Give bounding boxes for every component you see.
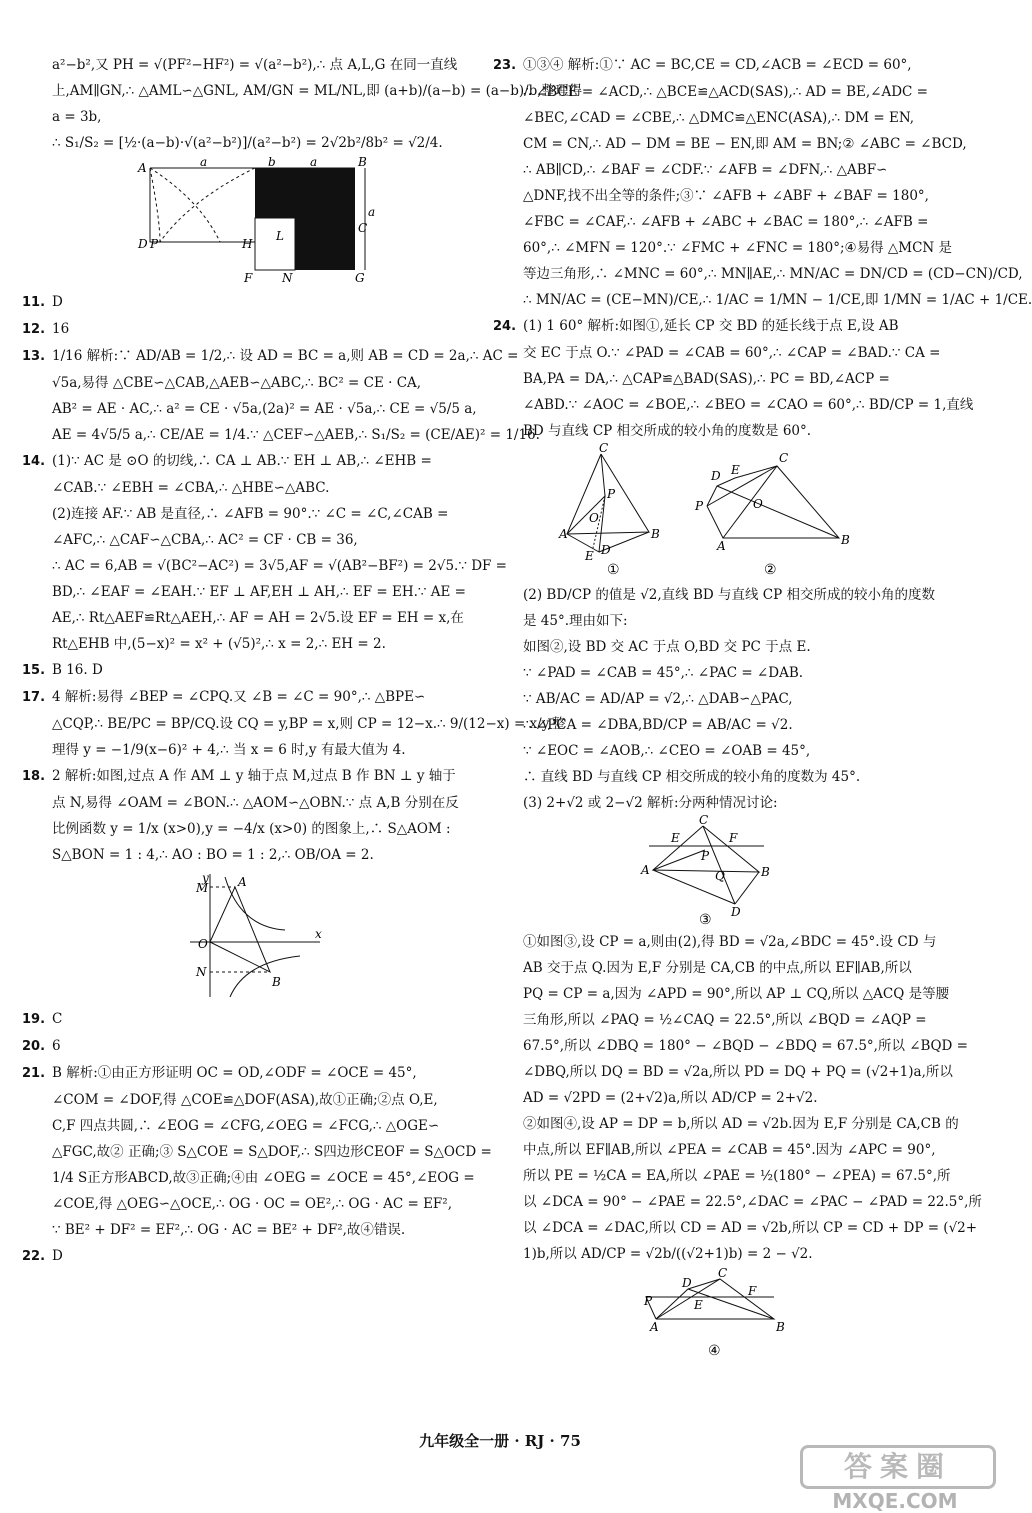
text-line — [493, 1215, 978, 1241]
text-line — [493, 261, 1023, 287]
text-line — [22, 657, 477, 684]
line-text: 1/16 解析:∵ AD/AB = 1/2,∴ 设 AD = BC = a,则 AB = CD = 2a,∴ AC = — [52, 348, 519, 364]
line-text: ∴ ∠PCA = ∠DBA,BD/CP = AB/AC = √2. — [523, 717, 793, 733]
line-text: AB² = AE · AC,∴ a² = CE · √5a,(2a)² = AE · √5a,∴ CE = √5/5 a, — [52, 401, 477, 417]
fig-label: C — [357, 221, 367, 235]
line-text: 60°,∴ ∠MFN = 120°.∵ ∠FMC + ∠FNC = 180°;④易得 △MCN 是 — [523, 240, 953, 256]
question-number: 20. — [22, 1039, 46, 1054]
line-text: 比例函数 y = 1/x (x>0),y = −4/x (x>0) 的图象上,∴ S△AOM : — [52, 821, 451, 837]
line-text: 点 N,易得 ∠OAM = ∠BON.∴ △AOM∽△OBN.∵ 点 A,B 分别在反 — [52, 795, 459, 811]
text-line — [493, 955, 955, 981]
text-line — [22, 1033, 477, 1060]
text-line — [493, 105, 955, 131]
line-text: a²−b²,又 PH = √(PF²−HF²) = √(a²−b²),∴ 点 A,L,G 在同一直线 — [52, 57, 458, 73]
line-text: C,F 四点共圆,∴ ∠EOG = ∠CFG,∠OEG = ∠FCG,∴ △OGE∽ — [52, 1118, 440, 1134]
text-line — [493, 183, 955, 209]
text-line — [493, 418, 955, 444]
text-line — [22, 1087, 477, 1113]
line-text: AB 交于点 Q.因为 E,F 分别是 CA,CB 的中点,所以 EF∥AB,所以 — [523, 960, 912, 976]
text-line — [493, 287, 1032, 313]
text-line — [22, 737, 477, 763]
fig-label: D — [137, 237, 148, 251]
text-line — [22, 631, 477, 657]
text-line — [493, 1189, 982, 1215]
text-line — [493, 157, 955, 183]
line-text: △DNF,找不出全等的条件;③∵ ∠AFB + ∠ABF + ∠BAF = 180°, — [523, 188, 929, 204]
fig-label: B — [841, 533, 850, 547]
fig-label: G — [354, 271, 365, 285]
line-text: PQ = CP = a,因为 ∠APD = 90°,所以 AP ⊥ CQ,所以 △ACQ 是等腰 — [523, 986, 950, 1002]
text-line — [493, 1163, 955, 1189]
hyperbola-figure — [170, 872, 330, 1002]
text-line — [493, 660, 955, 686]
question-number: 14. — [22, 454, 46, 469]
text-line — [22, 1139, 492, 1165]
text-line — [22, 52, 477, 78]
fig-label: P — [644, 1294, 653, 1308]
line-text: 4 解析:易得 ∠BEP = ∠CPQ.又 ∠B = ∠C = 90°,∴ △BPE∽ — [52, 689, 426, 705]
text-line — [493, 608, 955, 634]
line-text: ∠COM = ∠DOF,得 △COE≌△DOF(ASA),故①正确;②点 O,E, — [52, 1092, 438, 1108]
text-line — [22, 104, 477, 130]
text-line — [22, 1165, 477, 1191]
line-text: 67.5°,所以 ∠DBQ = 180° − ∠BQD − ∠BDQ = 67.5°,所以 ∠BQD = — [523, 1038, 968, 1054]
fig-label: x — [314, 927, 322, 941]
page-footer: 九年级全一册 · RJ · 75 — [419, 1432, 581, 1450]
text-line — [22, 1113, 477, 1139]
text-line — [22, 78, 583, 104]
fig-label: C — [779, 451, 789, 465]
line-text: BD,∴ ∠EAF = ∠EAH.∵ EF ⊥ AF,EH ⊥ AH,∴ EF = EH.∵ AE = — [52, 584, 466, 600]
text-line — [493, 52, 955, 79]
text-line — [493, 1241, 955, 1267]
line-text: AE = 4√5/5 a,∴ CE/AE = 1/4.∵ △CEF∽△AEB,∴ S₁/S₂ = (CE/AE)² = 1/16. — [52, 427, 540, 443]
line-text: △FGC,故② 正确;③ S△COE = S△DOF,∴ S四边形CEOF = S△OCD = — [52, 1144, 492, 1160]
text-line — [493, 738, 955, 764]
fig-label: a — [199, 155, 207, 169]
line-text: 如图②,设 BD 交 AC 于点 O,BD 交 PC 于点 E. — [523, 639, 811, 655]
text-line — [493, 686, 955, 712]
line-text: ∠CAB.∵ ∠EBH = ∠CBA,∴ △HBE∽△ABC. — [52, 480, 330, 496]
text-line — [493, 1111, 959, 1137]
question-number: 13. — [22, 349, 46, 364]
line-text: Rt△EHB 中,(5−x)² = x² + (√5)²,∴ x = 2,∴ EH = 2. — [52, 636, 386, 652]
text-line — [22, 527, 477, 553]
question-number: 11. — [22, 295, 46, 310]
line-text: a = 3b, — [52, 109, 102, 125]
text-line — [22, 605, 477, 631]
fig-label: L — [275, 229, 284, 243]
line-text: ②如图④,设 AP = DP = b,所以 AD = √2b.因为 E,F 分别是 CA,CB 的 — [523, 1116, 959, 1132]
line-text: △CQP,∴ BE/PC = BP/CQ.设 CQ = y,BP = x,则 CP = 12−x.∴ 9/(12−x) = x/y,整 — [52, 716, 566, 732]
line-text: 16 — [52, 321, 70, 337]
text-line — [22, 370, 477, 396]
fig-label: y — [201, 871, 209, 885]
text-line — [22, 1191, 477, 1217]
line-text: D — [52, 294, 63, 310]
text-line — [22, 579, 477, 605]
text-line — [493, 1033, 968, 1059]
text-line — [493, 209, 955, 235]
line-text: 2 解析:如图,过点 A 作 AM ⊥ y 轴于点 M,过点 B 作 BN ⊥ y 轴于 — [52, 768, 456, 784]
text-line — [22, 316, 477, 343]
line-text: ∠DBQ,所以 DQ = BD = √2a,所以 PD = DQ + PQ = (√2+1)a,所以 — [523, 1064, 953, 1080]
fig-caption: ① — [607, 562, 620, 578]
text-line — [493, 1085, 955, 1111]
fig-label: E — [731, 463, 740, 477]
line-text: ①③④ 解析:①∵ AC = BC,CE = CD,∠ACB = ∠ECD = 60°, — [523, 57, 912, 73]
text-line — [22, 448, 477, 475]
fig-label: C — [718, 1266, 728, 1280]
line-text: 中点,所以 EF∥AB,所以 ∠PEA = ∠CAB = 45°.因为 ∠APC = 90°, — [523, 1142, 936, 1158]
fig-label: B — [776, 1320, 785, 1334]
line-text: AD = √2PD = (2+√2)a,所以 AD/CP = 2+√2. — [523, 1090, 818, 1106]
fig-label: D — [682, 1276, 692, 1290]
text-line — [493, 634, 955, 660]
line-text: 以 ∠DCA = ∠DAC,所以 CD = AD = √2b,所以 CP = CD + DP = (√2+ — [523, 1220, 978, 1236]
text-line — [22, 343, 519, 370]
text-line — [493, 1007, 955, 1033]
question-number: 24. — [493, 319, 517, 334]
question-number: 18. — [22, 769, 46, 784]
fig-label: P — [695, 499, 704, 513]
text-line — [22, 396, 477, 422]
text-line — [22, 1060, 477, 1087]
line-text: (2)连接 AF.∵ AB 是直径,∴ ∠AFB = 90°.∵ ∠C = ∠C,∠CAB = — [52, 506, 449, 522]
text-line — [22, 790, 477, 816]
fig-label: B — [761, 865, 770, 879]
fig-label: E — [694, 1298, 703, 1312]
text-line — [22, 763, 477, 790]
line-text: 交 EC 于点 O.∵ ∠PAD = ∠CAB = 60°,∴ ∠CAP = ∠BAD.∵ CA = — [523, 345, 941, 361]
watermark-url: MXQE.COM — [832, 1489, 958, 1513]
question-number: 23. — [493, 58, 517, 73]
text-line — [493, 235, 955, 261]
square-figure — [120, 155, 380, 285]
fig-label: O — [753, 497, 763, 511]
line-text: 1/4 S正方形ABCD,故③正确;④由 ∠OEG = ∠OCE = 45°,∠EOG = — [52, 1170, 475, 1186]
line-text: S△BON = 1 : 4,∴ AO : BO = 1 : 2,∴ OB/OA = 2. — [52, 847, 374, 863]
line-text: ∴ AC = 6,AB = √(BC²−AC²) = 3√5,AF = √(AB²−BF²) = 2√5.∵ DF = — [52, 558, 507, 574]
line-text: ∵ ∠PAD = ∠CAB = 45°,∴ ∠PAC = ∠DAB. — [523, 665, 804, 681]
fig-caption: ④ — [708, 1343, 721, 1359]
fig-label: A — [650, 1320, 659, 1334]
text-line — [493, 790, 955, 816]
line-text: ∠ABD.∵ ∠AOC = ∠BOE,∴ ∠BEO = ∠CAO = 60°,∴ BD/CP = 1,直线 — [523, 397, 974, 413]
fig-label: a — [367, 205, 375, 219]
text-line — [493, 79, 955, 105]
question-number: 19. — [22, 1012, 46, 1027]
fig-label: A — [559, 527, 568, 541]
fig-label: F — [243, 271, 252, 285]
text-line — [493, 764, 955, 790]
line-text: C — [52, 1011, 63, 1027]
figure-4 — [644, 1266, 804, 1361]
line-text: ∠BEC,∠CAD = ∠CBE,∴ △DMC≌△ENC(ASA),∴ DM = EN, — [523, 110, 915, 126]
watermark-logo — [800, 1445, 990, 1511]
text-line — [493, 712, 955, 738]
text-line — [493, 340, 955, 366]
fig-caption: ② — [764, 562, 777, 578]
line-text: (1) 1 60° 解析:如图①,延长 CP 交 BD 的延长线于点 E,设 AB — [523, 318, 899, 334]
line-text: 以 ∠DCA = 90° − ∠PAE = 22.5°,∠DAC = ∠PAC − ∠PAD = 22.5°,所 — [523, 1194, 982, 1210]
line-text: ∴ S₁/S₂ = [½·(a−b)·√(a²−b²)]/(a²−b²) = 2√2b²/8b² = √2/4. — [52, 135, 443, 151]
fig-label: A — [641, 863, 650, 877]
fig-caption: ③ — [699, 912, 712, 928]
question-number: 17. — [22, 690, 46, 705]
text-line — [493, 313, 955, 340]
fig-label: C — [599, 441, 609, 455]
question-number: 12. — [22, 322, 46, 337]
line-text: B 解析:①由正方形证明 OC = OD,∠ODF = ∠OCE = 45°, — [52, 1065, 417, 1081]
right-column — [493, 52, 1032, 1365]
fig-label: O — [197, 937, 208, 951]
line-text: 是 45°.理由如下: — [523, 613, 628, 629]
line-text: ∴ 直线 BD 与直线 CP 相交所成的较小角的度数为 45°. — [523, 769, 861, 785]
fig-label: N — [195, 965, 206, 979]
text-line — [493, 929, 955, 955]
fig-label: P — [607, 487, 616, 501]
line-text: BA,PA = DA,∴ △CAP≌△BAD(SAS),∴ PC = BD,∠ACP = — [523, 371, 890, 387]
line-text: (3) 2+√2 或 2−√2 解析:分两种情况讨论: — [523, 795, 778, 811]
fig-label: A — [717, 539, 726, 553]
figure-3 — [639, 813, 809, 928]
question-number: 21. — [22, 1066, 46, 1081]
line-text: B 16. D — [52, 662, 103, 678]
line-text: 1)b,所以 AD/CP = √2b/((√2+1)b) = 2 − √2. — [523, 1246, 813, 1262]
fig-label: F — [748, 1284, 757, 1298]
fig-label: P — [149, 237, 158, 251]
text-line — [493, 1059, 955, 1085]
line-text: 上,AM∥GN,∴ △AML∽△GNL, AM/GN = ML/NL,即 (a+b)/(a−b) = (a−b)/b,整理得 — [52, 83, 583, 99]
fig-label: E — [671, 831, 680, 845]
line-text: ∵ AB/AC = AD/AP = √2,∴ △DAB∽△PAC, — [523, 691, 793, 707]
fig-label: P — [701, 849, 710, 863]
text-line — [493, 1137, 955, 1163]
fig-label: D — [711, 469, 721, 483]
text-line — [22, 1243, 477, 1270]
text-line — [493, 131, 967, 157]
line-text: ∠AFC,∴ △CAF∽△CBA,∴ AC² = CF · CB = 36, — [52, 532, 358, 548]
text-line — [22, 130, 477, 156]
fig-label: B — [357, 155, 367, 169]
text-line — [22, 1006, 477, 1033]
fig-label: B — [651, 527, 660, 541]
fig-label: O — [589, 511, 599, 525]
fig-label: Q — [715, 869, 725, 883]
line-text: ∵ BE² + DF² = EF²,∴ OG · AC = BE² + DF²,故④错误. — [52, 1222, 406, 1238]
line-text: ∵ ∠EOC = ∠AOB,∴ ∠CEO = ∠OAB = 45°, — [523, 743, 811, 759]
line-text: D — [52, 1248, 63, 1264]
fig-label: B — [271, 975, 281, 989]
line-text: 所以 PE = ½CA = EA,所以 ∠PAE = ½(180° − ∠PEA) = 67.5°,所 — [523, 1168, 951, 1184]
text-line — [22, 1217, 477, 1243]
line-text: 6 — [52, 1038, 61, 1054]
fig-label: a — [309, 155, 317, 169]
fig-label: M — [195, 881, 208, 895]
text-line — [493, 582, 955, 608]
text-line — [22, 842, 477, 868]
line-text: (2) BD/CP 的值是 √2,直线 BD 与直线 CP 相交所成的较小角的度数 — [523, 587, 936, 603]
question-number: 22. — [22, 1249, 46, 1264]
fig-label: C — [699, 813, 709, 827]
text-line — [22, 816, 477, 842]
fig-label: A — [237, 875, 247, 889]
line-text: BD 与直线 CP 相交所成的较小角的度数是 60°. — [523, 423, 812, 439]
figures-1-2 — [559, 441, 889, 578]
line-text: 三角形,所以 ∠PAQ = ½∠CAQ = 22.5°,所以 ∠BQD = ∠AQP = — [523, 1012, 927, 1028]
line-text: ∠COE,得 △OEG∽△OCE,∴ OG · OC = OE²,∴ OG · AC = EF², — [52, 1196, 452, 1212]
fig-label: A — [137, 161, 147, 175]
text-line — [493, 366, 955, 392]
fig-label: b — [267, 155, 276, 169]
line-text: ∴ AB∥CD,∴ ∠BAF = ∠CDF.∵ ∠AFB = ∠DFN,∴ △ABF∽ — [523, 162, 888, 178]
fig-label: N — [281, 271, 292, 285]
text-line — [22, 553, 507, 579]
text-line — [22, 501, 477, 527]
line-text: √5a,易得 △CBE∽△CAB,△AEB∽△ABC,∴ BC² = CE · CA, — [52, 375, 422, 391]
line-text: (1)∵ AC 是 ⊙O 的切线,∴ CA ⊥ AB.∵ EH ⊥ AB,∴ ∠EHB = — [52, 453, 432, 469]
fig-label: D — [731, 905, 741, 919]
fig-label: D — [601, 543, 611, 557]
text-line — [493, 392, 974, 418]
line-text: AE,∴ Rt△AEF≌Rt△AEH,∴ AF = AH = 2√5.设 EF = EH = x,在 — [52, 610, 464, 626]
line-text: ∠FBC = ∠CAF,∴ ∠AFB + ∠ABC + ∠BAC = 180°,∴ ∠AFB = — [523, 214, 929, 230]
line-text: 理得 y = −1/9(x−6)² + 4,∴ 当 x = 6 时,y 有最大值为 4. — [52, 742, 406, 758]
question-number: 15. — [22, 663, 46, 678]
watermark-brand: 答案圈 — [800, 1445, 996, 1489]
text-line — [22, 289, 477, 316]
line-text: ①如图③,设 CP = a,则由(2),得 BD = √2a,∠BDC = 45°.设 CD 与 — [523, 934, 937, 950]
line-text: CM = CN,∴ AD − DM = BE − EN,即 AM = BN;② ∠ABC = ∠BCD, — [523, 136, 967, 152]
fig-label: F — [729, 831, 738, 845]
line-text: 等边三角形,∴ ∠MNC = 60°,∴ MN∥AE,∴ MN/AC = DN/CD = (CD−CN)/CD, — [523, 266, 1023, 282]
text-line — [22, 711, 566, 737]
fig-label: H — [241, 237, 252, 251]
text-line — [22, 684, 477, 711]
text-line — [22, 422, 540, 448]
line-text: ∴ MN/AC = (CE−MN)/CE,∴ 1/AC = 1/MN − 1/CE,即 1/MN = 1/AC + 1/CE. — [523, 292, 1032, 308]
fig-label: E — [585, 549, 594, 563]
text-line — [493, 981, 955, 1007]
line-text: ∴ ∠BCE = ∠ACD,∴ △BCE≌△ACD(SAS),∴ AD = BE,∠ADC = — [523, 84, 928, 100]
text-line — [22, 475, 477, 501]
